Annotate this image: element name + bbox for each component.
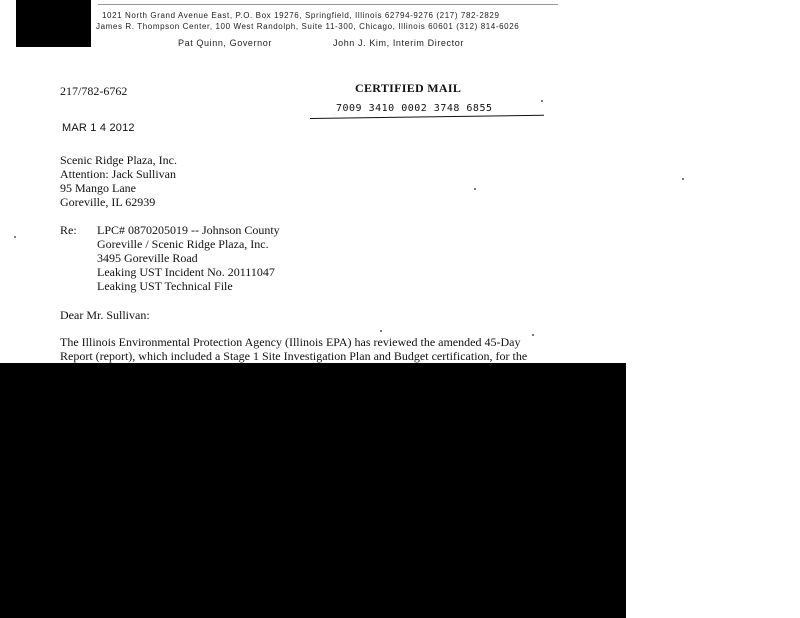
body-line: The Illinois Environmental Protection Agency (Illinois EPA) has reviewed the amended 45-Day — [60, 335, 521, 349]
tracking-underline — [310, 115, 544, 119]
letterhead-director: John J. Kim, Interim Director — [333, 38, 464, 48]
phone-number: 217/782-6762 — [60, 84, 128, 98]
scan-speck — [532, 334, 534, 336]
letterhead-governor: Pat Quinn, Governor — [178, 38, 272, 48]
re-line: Leaking UST Incident No. 20111047 — [97, 265, 275, 279]
letterhead-address-springfield: 1021 North Grand Avenue East, P.O. Box 19276, Springfield, Illinois 62794-9276 (217) 782-2829 — [102, 11, 500, 20]
date-stamp: MAR 1 4 2012 — [62, 122, 135, 134]
body-paragraph — [60, 335, 527, 363]
header-rule — [98, 4, 558, 5]
scan-speck — [541, 100, 543, 102]
recipient-line: Attention: Jack Sullivan — [60, 167, 176, 181]
recipient-line: Scenic Ridge Plaza, Inc. — [60, 153, 177, 167]
redaction-block — [0, 363, 626, 618]
scan-speck — [380, 330, 382, 332]
body-line: Report (report), which included a Stage 1 Site Investigation Plan and Budget certification, for the — [60, 349, 528, 363]
recipient-address — [60, 153, 177, 209]
scan-speck — [14, 236, 16, 238]
agency-logo-redacted — [16, 0, 91, 47]
re-line: LPC# 0870205019 -- Johnson County — [97, 223, 280, 237]
re-line: Goreville / Scenic Ridge Plaza, Inc. — [97, 237, 269, 251]
re-line: Leaking UST Technical File — [97, 279, 233, 293]
recipient-line: Goreville, IL 62939 — [60, 195, 156, 209]
recipient-line: 95 Mango Lane — [60, 181, 136, 195]
re-block — [97, 223, 280, 293]
certified-mail-label: CERTIFIED MAIL — [355, 81, 462, 95]
scan-speck — [682, 178, 684, 180]
tracking-number: 7009 3410 0002 3748 6855 — [336, 103, 493, 114]
scan-speck — [474, 188, 476, 190]
re-line: 3495 Goreville Road — [97, 251, 198, 265]
re-label: Re: — [60, 223, 77, 237]
salutation: Dear Mr. Sullivan: — [60, 308, 150, 322]
letterhead-address-chicago: James R. Thompson Center, 100 West Randolph, Suite 11-300, Chicago, Illinois 60601 (312) 814-6026 — [96, 22, 520, 31]
